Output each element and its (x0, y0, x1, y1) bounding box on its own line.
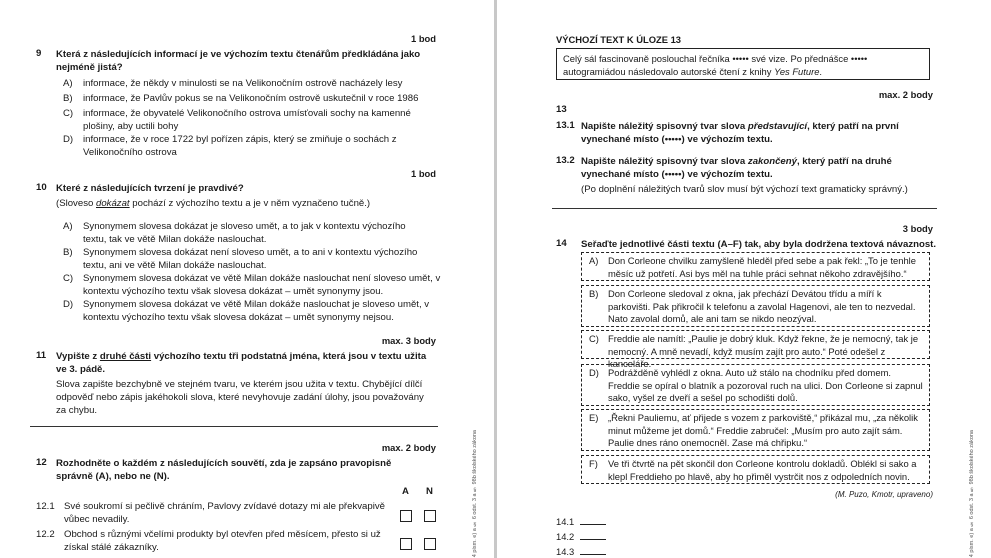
q9-option-c[interactable] (63, 107, 443, 132)
answer-label: 14.1 (556, 516, 575, 527)
question-pre: Napište náležitý spisovný tvar slova (581, 121, 748, 132)
question-post: výchozího textu tři podstatná jména, která jsou v textu užita ve 3. pádě. (56, 351, 427, 375)
part-text: Don Corleone chvilku zamyšleně hleděl před sebe a pak řekl: „To je tenhle měsíc už potřetí. Asi bys měl na tuhle práci sehnat někoho zdravějšího.“ (608, 255, 916, 279)
part-text: Ve tři čtvrtě na pět skončil don Corleone kontrolu dokladů. Oblékl si sako a klepl Freddieho po hlavě, aby ho přiměl vystrčit nos z odpoledních novin. (608, 458, 917, 482)
option-letter: C) (63, 273, 74, 284)
part-text: Podrážděně vyhlédl z okna. Auto už stálo na chodníku před domem. Freddie se opíral o blatník a pozoroval ruch na ulici. Don Corleone si zapnul sako, vyšel ze dveří a sešel po schodišti dolů. (608, 367, 923, 404)
question-pre: Napište náležitý spisovný tvar slova (581, 156, 748, 167)
answer-14-1[interactable] (556, 515, 606, 527)
option-letter: D) (63, 134, 74, 145)
text-part-e (581, 409, 930, 451)
q9-question: Která z následujících informací je ve výchozím textu čtenářům předkládána jako nejméně jistá? (56, 49, 421, 73)
note-word: dokázat (96, 198, 130, 209)
part-text: Freddie ale namítl: „Paulie je dobrý kluk. Když řekne, že je nemocný, tak je nemocný. A mně nevadí, když musím zajít pro auto.“ Poté odešel z kanceláře. (608, 333, 919, 370)
part-text: „Řekni Pauliemu, ať přijede s vozem z parkoviště,“ přikázal mu, „za několik minut můžeme jet domů.“ Freddie zabručel: „Musím pro auto zajít sám. Paulie dnes ráno onemocněl. Zase má chřipku.“ (608, 412, 918, 449)
q12-number: 12 (36, 457, 47, 468)
text-part-a (581, 252, 930, 281)
q10-option-d[interactable] (63, 298, 443, 323)
answer-14-3[interactable] (556, 545, 606, 557)
option-letter: D) (63, 299, 74, 310)
option-text: informace, že někdy v minulosti se na Velikonočním ostrově nacházely lesy (83, 78, 403, 89)
q9-option-a[interactable] (63, 77, 443, 90)
q13-number: 13 (556, 104, 567, 115)
q10-option-c[interactable] (63, 272, 443, 297)
answer-a-checkbox[interactable] (400, 510, 412, 522)
right-page (497, 0, 991, 558)
note-pre: (Sloveso (56, 198, 96, 209)
answer-14-2[interactable] (556, 530, 606, 542)
item-text: Obchod s různými včelími produkty byl otevřen před měsícem, přesto si už získal stálé zákazníky. (64, 529, 381, 553)
answer-blank[interactable] (580, 545, 606, 555)
source-heading: VÝCHOZÍ TEXT K ÚLOZE 13 (556, 34, 682, 45)
divider (30, 426, 438, 427)
source-text: Celý sál fascinovaně poslouchal řečníka ••••• své vize. Po přednášce ••••• autogramiádou následovalo autorské čtení z knihy (563, 53, 868, 77)
answer-blank[interactable] (580, 515, 606, 525)
q14-question: Seřaďte jednotlivé části textu (A–F) tak, aby byla dodržena textová návaznost. (581, 239, 937, 250)
source-textbox (556, 48, 930, 80)
question-word: zakončený (747, 156, 797, 167)
option-text: Synonymem slovesa dokázat není sloveso umět, a to ani v kontextu výchozího textu, ani ve větě Milan dokáže naslouchat. (83, 247, 418, 271)
note-post: pochází z výchozího textu a je v něm vyznačeno tučně.) (129, 198, 371, 209)
q11-instruction: Slova zapište bezchybně ve stejném tvaru, ve kterém jsou užita v textu. Chybějící dílčí odpověď nebo zápis jakéhokoli slova, které nevyhovuje zadání úlohy, jsou považovány za chybu. (56, 379, 424, 416)
q12-question: Rozhodněte o každém z následujících souvětí, zda je zapsáno pravopisně správně (A), nebo ne (N). (56, 458, 392, 482)
source-text-end: . (819, 66, 823, 77)
answer-a-checkbox[interactable] (400, 538, 412, 550)
q10-question: Které z následujících tvrzení je pravdivé? (56, 183, 244, 194)
q10-option-a[interactable] (63, 220, 443, 245)
answer-n-checkbox[interactable] (424, 510, 436, 522)
divider (552, 208, 937, 209)
q14-number: 14 (556, 238, 567, 249)
part-letter: C) (589, 333, 599, 344)
q10-option-b[interactable] (63, 246, 443, 271)
option-text: informace, že v roce 1722 byl pořízen zápis, který se zmiňuje o sochách z Velikonočního ostrova (83, 134, 397, 158)
q11-number: 11 (36, 350, 47, 361)
item-text: Své soukromí si pečlivě chráním, Pavlovy zvídavé dotazy mi ale překvapivě vůbec nevadily. (64, 501, 385, 525)
option-letter: B) (63, 247, 73, 258)
part-letter: B) (589, 288, 599, 299)
part-text: Don Corleone sledoval z okna, jak přechází Devátou třídu a míří k parkovišti. Pak přikročil k telefonu a zavolal Hagenovi, ale ten to nezvedal. Nato zavolal domů, ale ani tam se nikdo neozýval. (608, 288, 916, 325)
q13-1-number: 13.1 (556, 120, 575, 131)
q11-question (56, 350, 431, 376)
legal-side-note: 4 písm. e) a § 6 odst. 3 a § 98b školského zákona (472, 430, 478, 558)
text-part-d (581, 364, 930, 406)
q13-2-question (581, 155, 941, 181)
option-text: Synonymem slovesa dokázat ve větě Milan dokáže naslouchat není sloveso umět, v kontextu výchozího textu však slovesa dokázat – umět synonymy jsou. (83, 273, 441, 297)
q9-number: 9 (36, 48, 42, 59)
q13-1-question (581, 120, 921, 146)
q14-source-citation: (M. Puzo, Kmotr, upraveno) (835, 490, 933, 499)
q9-option-b[interactable] (63, 92, 443, 105)
question-post: , který patří na druhé vynechané místo (•••••) ve výchozím textu. (581, 156, 892, 180)
text-part-f (581, 455, 930, 484)
text-part-b (581, 285, 930, 327)
part-letter: E) (589, 412, 599, 423)
q13-note: (Po doplnění náležitých tvarů slov musí být výchozí text gramaticky správný.) (581, 184, 908, 195)
question-post: , který patří na první vynechané místo (•••••) ve výchozím textu. (581, 121, 899, 145)
option-text: Synonymem slovesa dokázat ve větě Milan dokáže naslouchat je sloveso umět, v kontextu výchozího textu však slovesa dokázat – umět synonymy nejsou. (83, 299, 430, 323)
option-text: informace, že Pavlův pokus se na Velikonočním ostrově uskutečnil v roce 1986 (83, 93, 419, 104)
column-n-header: N (426, 486, 433, 497)
q10-number: 10 (36, 182, 47, 193)
option-letter: C) (63, 108, 74, 119)
q9-points: 1 bod (411, 33, 436, 44)
question-word: představující (747, 121, 808, 132)
q13-points: max. 2 body (878, 89, 933, 100)
option-letter: B) (63, 93, 73, 104)
legal-side-note: 4 písm. e) a § 6 odst. 3 a § 98b školského zákona (969, 430, 975, 558)
q9-option-d[interactable] (63, 133, 443, 158)
part-letter: A) (589, 255, 599, 266)
answer-blank[interactable] (580, 530, 606, 540)
column-a-header: A (402, 486, 409, 497)
q13-2-number: 13.2 (556, 155, 575, 166)
part-letter: F) (589, 458, 598, 469)
option-text: informace, že obyvatelé Velikonočního ostrova umísťovali sochy na kamenné plošiny, aby uctili bohy (83, 108, 411, 132)
q14-points: 3 body (902, 223, 933, 234)
part-letter: D) (589, 367, 599, 378)
question-pre: Vypište z (56, 351, 100, 362)
option-letter: A) (63, 221, 73, 232)
q12-points: max. 2 body (381, 442, 436, 453)
answer-n-checkbox[interactable] (424, 538, 436, 550)
answer-label: 14.2 (556, 531, 575, 542)
option-letter: A) (63, 78, 73, 89)
question-underlined: druhé části (99, 351, 152, 362)
q11-points: max. 3 body (381, 335, 436, 346)
item-number: 12.2 (36, 529, 55, 540)
answer-label: 14.3 (556, 546, 575, 557)
q10-points: 1 bod (411, 168, 436, 179)
option-text: Synonymem slovesa dokázat je sloveso umět, a to jak v kontextu výchozího textu, tak ve větě Milan dokáže naslouchat. (83, 221, 406, 245)
left-page (0, 0, 494, 558)
source-book-title: Yes Future (774, 66, 820, 77)
item-number: 12.1 (36, 501, 55, 512)
q10-note (56, 197, 446, 210)
text-part-c (581, 330, 930, 370)
